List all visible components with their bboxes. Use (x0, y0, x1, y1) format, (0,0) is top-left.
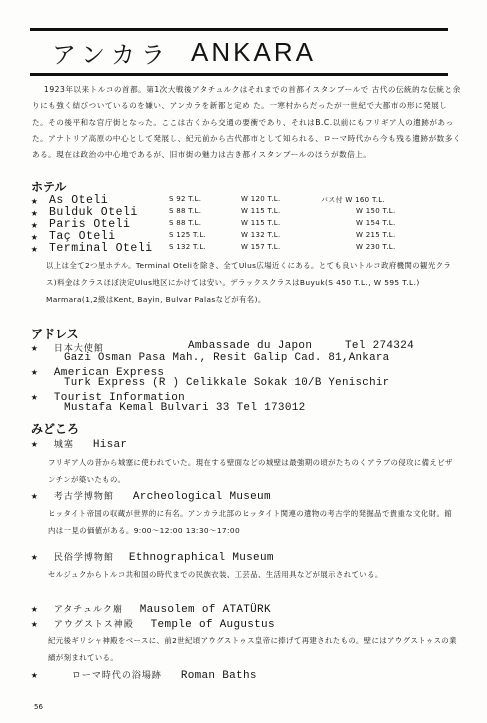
baths-jp: ローマ時代の浴場跡 (71, 671, 162, 681)
baths-en: Roman Baths (180, 670, 257, 682)
address-title: アドレス (31, 327, 79, 341)
hotel-price-bath: W 230 T.L. (356, 243, 396, 251)
temple-description: 紀元後ギリシャ神殿をベースに、前2世紀頃アウグストゥス皇帝に捧げて再建されたもの。壁にはアウグストゥスの業績が刻まれている。 (48, 636, 457, 662)
hisar-jp: 城塞 (53, 440, 74, 450)
hotel-price-single: S 92 T.L. (169, 195, 202, 203)
star-icon: ★ (31, 208, 38, 220)
page-number: 56 (34, 703, 43, 711)
hotel-price-bath: W 154 T.L. (356, 219, 396, 227)
intro-paragraph: 1923年以来トルコの首都。第1次大戦後アタチュルクはそれまでの首都イスタンブールで 古代の伝統的な伝統と余りにも強く結びついているのを嫌い、アンカラを新都と定め た。一寒村からだったが一世紀で大都市の形に発展した。その後平和な官庁街となった。ここは古くから交通の要衝であり、それはB.C.以前にもフリギア人の遺跡があった。アナトリア高原の中心として発展し、紀元前から古代都市として知られる、ローマ時代から今も残る遺跡が数多くある。現在は政治の中心地であるが、旧市街の魅力は古き都イスタンブールのほうが数倍上。 (32, 85, 461, 160)
museum-description: ヒッタイト帝国の収蔵が世界的に有名。アンカラ北部のヒッタイト関連の遺物の考古学的発掘品で貴重な文化財。館内は一見の価値がある。9:00～12:00 13:30～17:00 (48, 509, 453, 535)
star-icon: ★ (31, 670, 38, 682)
star-icon: ★ (31, 439, 38, 451)
amex-address: Turk Express (R ) Celikkale Sokak 10/B Yenischir (64, 377, 390, 389)
star-icon: ★ (31, 367, 38, 379)
hotel-name: Taç Oteli (49, 230, 116, 243)
embassy-en: Ambassade du Japon (188, 340, 313, 352)
star-icon: ★ (31, 619, 38, 631)
hotel-price-single: S 88 T.L. (169, 219, 202, 227)
hotel-price-double: W 132 T.L. (241, 231, 281, 239)
star-icon: ★ (31, 196, 38, 208)
hotel-note: 以上は全て2つ星ホテル。Terminal Oteliを除き、全てUlus広場近くにある。とても良いトルコ政府機関の観光クラス)料金はクラスほぼ決定Ulus地区にかけては安い。デラックスクラスはBuyuk(S 450 T.L., W 595 T.L.) Marmara(1,2級はKent, Bayin, Bulvar Palasなどが有名)。 (46, 261, 452, 304)
hotel-price-double: W 157 T.L. (241, 243, 281, 251)
sight-mausoleum (31, 602, 271, 616)
sight-baths (31, 668, 257, 682)
hotel-price-single: S 88 T.L. (169, 207, 202, 215)
mausoleum-en: Mausolem of ATATÜRK (139, 604, 271, 616)
sights-title: みどころ (31, 422, 80, 436)
temple-en: Temple of Augustus (150, 619, 275, 631)
star-icon: ★ (31, 552, 38, 564)
sight-ethno (31, 550, 274, 564)
tourist-address: Mustafa Kemal Bulvari 33 Tel 173012 (64, 402, 306, 414)
hotel-price-double: W 115 T.L. (241, 219, 281, 227)
star-icon: ★ (31, 220, 38, 232)
temple-jp: アウグストス神殿 (53, 620, 134, 630)
city-name-en: ANKARA (191, 36, 316, 67)
star-icon: ★ (31, 343, 38, 355)
star-icon: ★ (31, 491, 38, 503)
embassy-jp: 日本大使館 (53, 344, 104, 354)
hotel-row (31, 242, 461, 255)
hisar-en: Hisar (92, 439, 128, 451)
star-icon: ★ (31, 244, 38, 256)
museum-en: Archeological Museum (132, 491, 271, 503)
hotel-price-bath: W 215 T.L. (356, 231, 396, 239)
hotel-name: Bulduk Oteli (49, 206, 138, 219)
hotel-price-single: S 132 T.L. (169, 243, 207, 251)
sight-hisar (31, 437, 127, 451)
hotel-price-double: W 120 T.L. (241, 195, 281, 203)
hotel-name: Terminal Oteli (49, 242, 153, 255)
city-name-jp: アンカラ (52, 40, 172, 69)
star-icon: ★ (31, 392, 38, 404)
hotel-price-double: W 115 T.L. (241, 207, 281, 215)
city-header (30, 28, 448, 76)
embassy-address: Gazi Osman Pasa Mah., Resit Galip Cad. 81,Ankara (64, 352, 390, 364)
tourist-name: Tourist Information (53, 392, 186, 404)
star-icon: ★ (31, 232, 38, 244)
sight-temple (31, 617, 275, 631)
hotel-name: Paris Oteli (49, 218, 131, 231)
amex-name: American Express (53, 367, 165, 379)
embassy-tel: Tel 274324 (345, 340, 415, 352)
ethno-jp: 民俗学博物館 (53, 553, 114, 563)
hotel-name: As Oteli (49, 194, 109, 207)
hotel-price-single: S 125 T.L. (169, 231, 207, 239)
hotels-title: ホテル (31, 180, 67, 194)
sight-museum (31, 489, 271, 503)
mausoleum-jp: アタチュルク廟 (53, 605, 123, 615)
ethno-en: Ethnographical Museum (128, 552, 274, 564)
star-icon: ★ (31, 604, 38, 616)
hotel-price-bath: W 150 T.L. (356, 207, 396, 215)
hotel-price-bath: バス付 W 160 T.L. (321, 196, 385, 204)
museum-jp: 考古学博物館 (53, 492, 114, 502)
ethno-description: セルジュクからトルコ共和国の時代までの民族衣装、工芸品、生活用具などが展示されている。 (48, 570, 383, 579)
hisar-description: フリギア人の昔から城塞に使われていた。現在する壁面などの城壁は最強期の頃がたちのくアラブの侵攻に備えビザンチンが築いたもの。 (48, 458, 453, 484)
